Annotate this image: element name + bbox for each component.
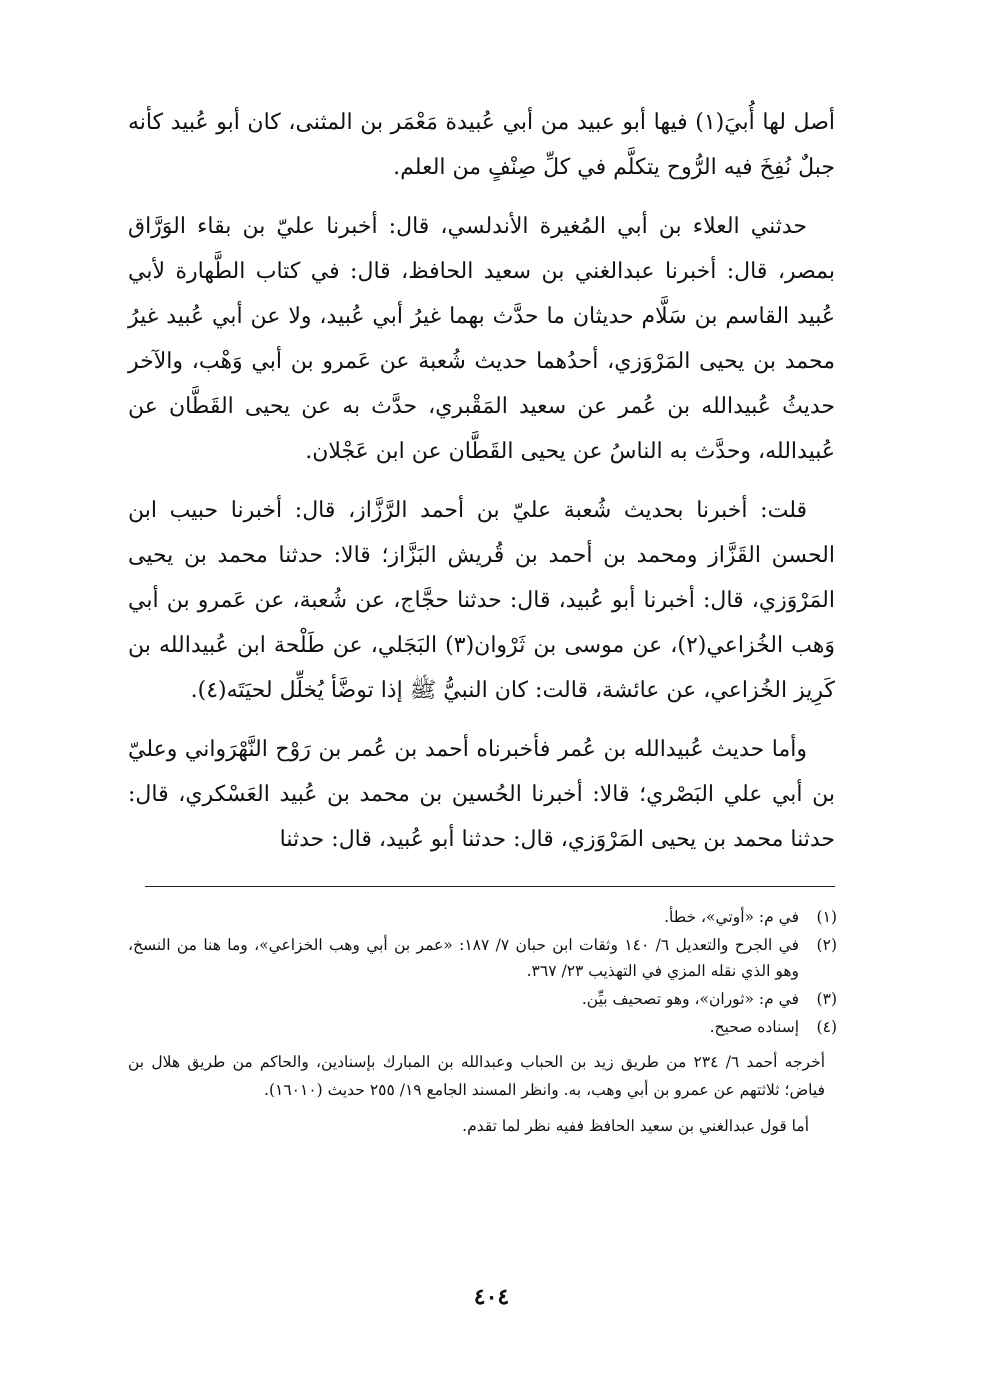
footnote-number: (٢)	[816, 936, 837, 954]
footnote-note: أما قول عبدالغني بن سعيد الحافظ ففيه نظر لما تقدم.	[462, 1117, 809, 1135]
footnote-1	[128, 904, 837, 930]
footnotes	[128, 904, 837, 1140]
footnote-separator	[145, 886, 835, 887]
footnote-3	[128, 986, 837, 1012]
footnote-text: إسناده صحيح.	[709, 1018, 799, 1036]
footnote-number: (١)	[816, 908, 837, 926]
footnote-number: (٤)	[816, 1018, 837, 1036]
footnote-4	[128, 1014, 837, 1040]
main-text	[128, 100, 835, 876]
footnote-2	[128, 932, 837, 984]
page-number: ٤٠٤	[473, 1284, 510, 1310]
paragraph-3: قلت: أخبرنا بحديث شُعبة عليّ بن أحمد الرَّزَّاز، قال: أخبرنا حبيب ابن الحسن القَزَّاز ومحمد بن أحمد بن قُريش البَزَّاز؛ قالا: حدثنا محمد بن يحيى المَرْوَزي، قال: أخبرنا أبو عُبيد، قال: حدثنا حجَّاج، عن شُعبة، عن عَمرو بن أبي وَهب الخُزاعي(٢)، عن موسى بن ثَرْوان(٣) البَجَلي، عن طَلْحة ابن عُبيدالله بن كَرِيز الخُزاعي، عن عائشة، قالت: كان النبيُّ ﷺ إذا توضَّأ يُخلِّل لحيَتَه(٤).	[128, 498, 835, 703]
paragraph-1: أصل لها أُبيَ(١) فيها أبو عبيد من أبي عُبيدة مَعْمَر بن المثنى، كان أبو عُبيد كأنه جبلٌ نُفِخَ فيه الرُّوح يتكلَّم في كلِّ صِنْفٍ من العلم.	[128, 110, 835, 180]
footnote-text: في م: «ثوران»، وهو تصحيف بيِّن.	[581, 990, 799, 1008]
footnote-text: في الجرح والتعديل ٦/ ١٤٠ وثقات ابن حبان ٧/ ١٨٧: «عمر بن أبي وهب الخزاعي»، وما هنا من النسخ، وهو الذي نقله المزي في التهذيب ٢٣/ ٣٦٧.	[128, 936, 799, 980]
footnote-text: في م: «أوتي»، خطأ.	[664, 908, 799, 926]
paragraph-2: حدثني العلاء بن أبي المُغيرة الأندلسي، قال: أخبرنا عليّ بن بقاء الوَرَّاق بمصر، قال: أخبرنا عبدالغني بن سعيد الحافظ، قال: في كتاب الطَّهارة لأبي عُبيد القاسم بن سَلَّام حديثان ما حدَّث بهما غيرُ أبي عُبيد، ولا عن أبي عُبيد غيرُ محمد بن يحيى المَرْوَزي، أحدُهما حديث شُعبة عن عَمرو بن أبي وَهْب، والآخر حديثُ عُبيدالله بن عُمر عن سعيد المَقْبري، حدَّث به عن يحيى القَطَّان عن عُبيدالله، وحدَّث به الناسُ عن يحيى القَطَّان عن ابن عَجْلان.	[128, 214, 835, 464]
footnote-number: (٣)	[816, 990, 837, 1008]
footnote-continuation: أخرجه أحمد ٦/ ٢٣٤ من طريق زيد بن الحباب وعبدالله بن المبارك بإسنادين، والحاكم من طريق هلال بن فياض؛ ثلاثتهم عن عمرو بن أبي وهب، به. وانظر المسند الجامع ١٩/ ٢٥٥ حديث (١٦٠١٠).	[128, 1053, 825, 1099]
paragraph-4: وأما حديث عُبيدالله بن عُمر فأخبرناه أحمد بن عُمر بن رَوْح النَّهْرَواني وعليّ بن أبي علي البَصْري؛ قالا: أخبرنا الحُسين بن محمد بن عُبيد العَسْكري، قال: حدثنا محمد بن يحيى المَرْوَزي، قال: حدثنا أبو عُبيد، قال: حدثنا	[128, 737, 835, 852]
